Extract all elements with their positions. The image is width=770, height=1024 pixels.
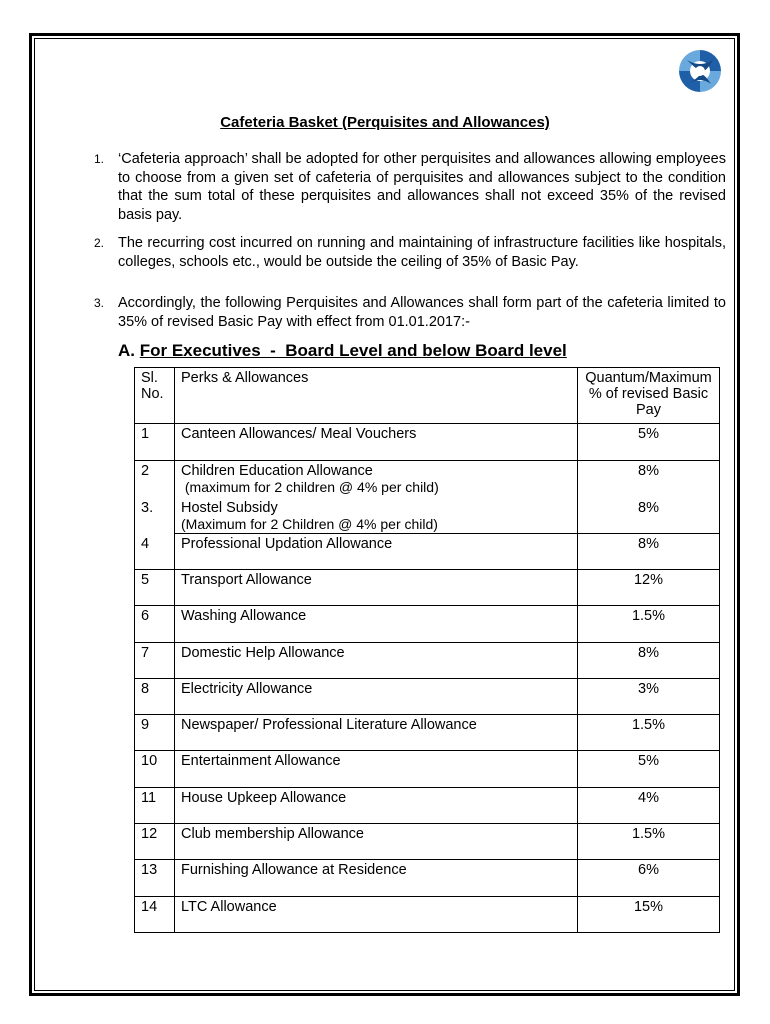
row-sl: 3.	[135, 498, 175, 534]
table-row	[135, 606, 720, 643]
row-perk: Electricity Allowance	[175, 679, 578, 715]
paragraph-number: 1.	[94, 152, 105, 166]
row-perk: Club membership Allowance	[175, 824, 578, 860]
paragraph-2	[94, 234, 726, 271]
document-title: Cafeteria Basket (Perquisites and Allowances)	[220, 114, 550, 131]
table-header-row	[135, 368, 720, 424]
table-row	[135, 534, 720, 570]
table-row	[135, 897, 720, 933]
row-perk: Canteen Allowances/ Meal Vouchers	[175, 424, 578, 461]
paragraph-text: The recurring cost incurred on running and maintaining of infrastructure facilities like hospitals, colleges, schools etc., would be outside the ceiling of 35% of Basic Pay.	[118, 235, 726, 270]
paragraph-text: Accordingly, the following Perquisites and Allowances shall form part of the cafeteria limited to 35% of revised Basic Pay with effect from 01.01.2017:-	[118, 295, 726, 330]
section-heading	[118, 341, 567, 361]
table-row	[135, 751, 720, 788]
paragraph-1	[94, 150, 726, 224]
table-row	[135, 461, 720, 498]
table-row	[135, 643, 720, 679]
row-value: 8%	[578, 534, 720, 570]
row-perk: Furnishing Allowance at Residence	[175, 860, 578, 897]
row-value: 5%	[578, 424, 720, 461]
row-perk-cell	[175, 461, 578, 498]
row-perk: Newspaper/ Professional Literature Allowance	[175, 715, 578, 751]
row-perk: Children Education Allowance	[181, 463, 373, 479]
table-row	[135, 498, 720, 534]
row-sl: 14	[135, 897, 175, 933]
table-row	[135, 679, 720, 715]
row-value: 1.5%	[578, 715, 720, 751]
row-value: 8%	[578, 643, 720, 679]
row-sl: 6	[135, 606, 175, 643]
row-sl: 1	[135, 424, 175, 461]
row-value: 4%	[578, 788, 720, 824]
row-perk: Domestic Help Allowance	[175, 643, 578, 679]
row-sl: 2	[135, 461, 175, 498]
row-perk: Professional Updation Allowance	[175, 534, 578, 570]
row-value: 8%	[578, 498, 720, 534]
row-sl: 5	[135, 570, 175, 606]
section-letter: A.	[118, 341, 135, 360]
row-perk-cell	[175, 498, 578, 534]
row-sl: 10	[135, 751, 175, 788]
table-row	[135, 715, 720, 751]
row-perk: Transport Allowance	[175, 570, 578, 606]
table-row	[135, 570, 720, 606]
row-value: 1.5%	[578, 824, 720, 860]
section-heading-text: For Executives - Board Level and below Board level	[139, 341, 567, 360]
header-perks: Perks & Allowances	[175, 368, 578, 424]
paragraph-text: ‘Cafeteria approach’ shall be adopted for other perquisites and allowances allowing employees to choose from a given set of cafeteria of perquisites and allowances subject to the condition that the sum total of these perquisites and allowances shall not exceed 35% of the revised basis pay.	[118, 151, 726, 223]
paragraph-number: 2.	[94, 236, 105, 250]
row-sl: 4	[135, 534, 175, 570]
row-value: 5%	[578, 751, 720, 788]
row-value: 3%	[578, 679, 720, 715]
perks-table	[134, 367, 720, 933]
row-perk: Hostel Subsidy	[181, 499, 278, 516]
row-sl: 12	[135, 824, 175, 860]
row-sl: 8	[135, 679, 175, 715]
header-quantum: Quantum/Maximum % of revised Basic Pay	[578, 368, 720, 424]
row-perk: House Upkeep Allowance	[175, 788, 578, 824]
row-sl: 13	[135, 860, 175, 897]
row-note: (Maximum for 2 Children @ 4% per child)	[181, 515, 438, 532]
row-sl: 11	[135, 788, 175, 824]
row-perk: LTC Allowance	[175, 897, 578, 933]
company-logo-icon	[677, 48, 723, 94]
row-value: 1.5%	[578, 606, 720, 643]
row-value: 8%	[578, 461, 720, 498]
row-sl: 9	[135, 715, 175, 751]
row-sl: 7	[135, 643, 175, 679]
paragraph-3	[94, 294, 726, 331]
row-perk: Washing Allowance	[175, 606, 578, 643]
row-value: 15%	[578, 897, 720, 933]
table-row	[135, 824, 720, 860]
table-row	[135, 860, 720, 897]
table-row	[135, 424, 720, 461]
table-row	[135, 788, 720, 824]
row-note: (maximum for 2 children @ 4% per child)	[181, 479, 439, 495]
header-sl-no: Sl. No.	[135, 368, 175, 424]
paragraph-number: 3.	[94, 296, 105, 310]
row-value: 12%	[578, 570, 720, 606]
row-perk: Entertainment Allowance	[175, 751, 578, 788]
row-value: 6%	[578, 860, 720, 897]
